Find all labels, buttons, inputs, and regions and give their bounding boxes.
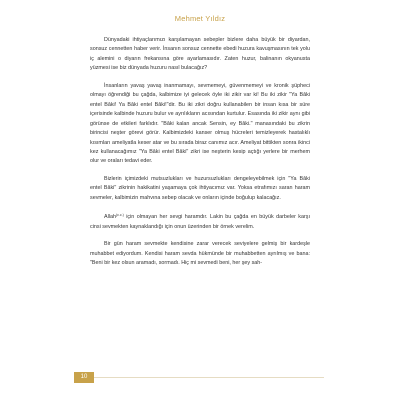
paragraph-5: Bir gün haram sevmekte kendisine zarar verecek seviyelere gelmiş bir kardeşle muhabbet ediyordum. Kendisi haram sevda hükmünde bir muhabbetten ayrılmış ve bana: "Beni bir kez olsun aramadı, sormadı. Hiç mi sevmedi beni, her şey sah-	[90, 241, 310, 267]
body-text	[90, 36, 310, 269]
paragraph-1: Dünyadaki ihtiyaçlarımızı karşılamayan sebepler bizlere daha büyük bir diyardan, sonsuz cennetten haber verir. İnsanın sonsuz cennette ebedi huzura kavuşmasının tek yolu iç alemini o diyarın frekansına göre ayarlamasıdır. Zaten huzur, balinanın okyanusta yüzmesi ise biz dünyada huzuru nasıl bulacağız?	[90, 37, 310, 72]
paragraph-3: Bizlerin içimizdeki mutsuzlukları ve huzursuzlukları dengeleyebilmek için "Ya Bâki entel Bâki" zikrinin hakikatini yaşamaya çok ihtiyacımız var. Yoksa etrafımızı saran haram sevmeler, kalbimizin mahvına sebep olacak ve onların içinde boğulup kalacağız.	[90, 175, 310, 201]
paragraph-4	[90, 211, 310, 232]
allah-word: Allah	[104, 214, 116, 221]
paragraph-2: İnsanların yavaş yavaş inanmamayı, sevmemeyi, güvenmemeyi ve kronik şüpheci olmayı öğrendiği bu çağda, kalbimize iyi gelecek öyle iki zikir var ki! Bu iki zikir "Ya Bâki entel Bâki! Ya Bâki entel Bâki!"dir. Bu iki zikri doğru kullanabilen bir insan kısa bir süre içerisinde kalbinde huzuru bulur ve ayrılıkların acısından kurtulur. Esasında iki zikir aynı gibi görünse de etkileri farklıdır. "Bâki kalan ancak Sensin, ey Bâki." manasındaki bu zikrin birincisi neşter görevi görür. Kalbimizdeki kanser olmuş hücreleri temizleyerek hastalıklı kısımları ameliyatla keser atar ve bu sırada biraz canımız acır. Ameliyat bittikten sonra ikinci kez kullanacağımız "Ya Bâki entel Bâki" zikri ise neşterin kesip açtığı yerlere bir merhem olur ve oraları tedavi eder.	[90, 82, 310, 165]
page-number-badge: 10	[74, 372, 94, 383]
footer-rule	[94, 377, 324, 378]
running-header-author: Mehmet Yıldız	[174, 14, 226, 23]
honorific-superscript: (c.c.)	[116, 213, 124, 218]
paragraph-4-text: için olmayan her sevgi haramdır. Lakin bu çağda en büyük darbeler karşı cinsi sevmekten kaynaklandığı için onun üzerinden bir örnek verelim.	[90, 214, 310, 230]
